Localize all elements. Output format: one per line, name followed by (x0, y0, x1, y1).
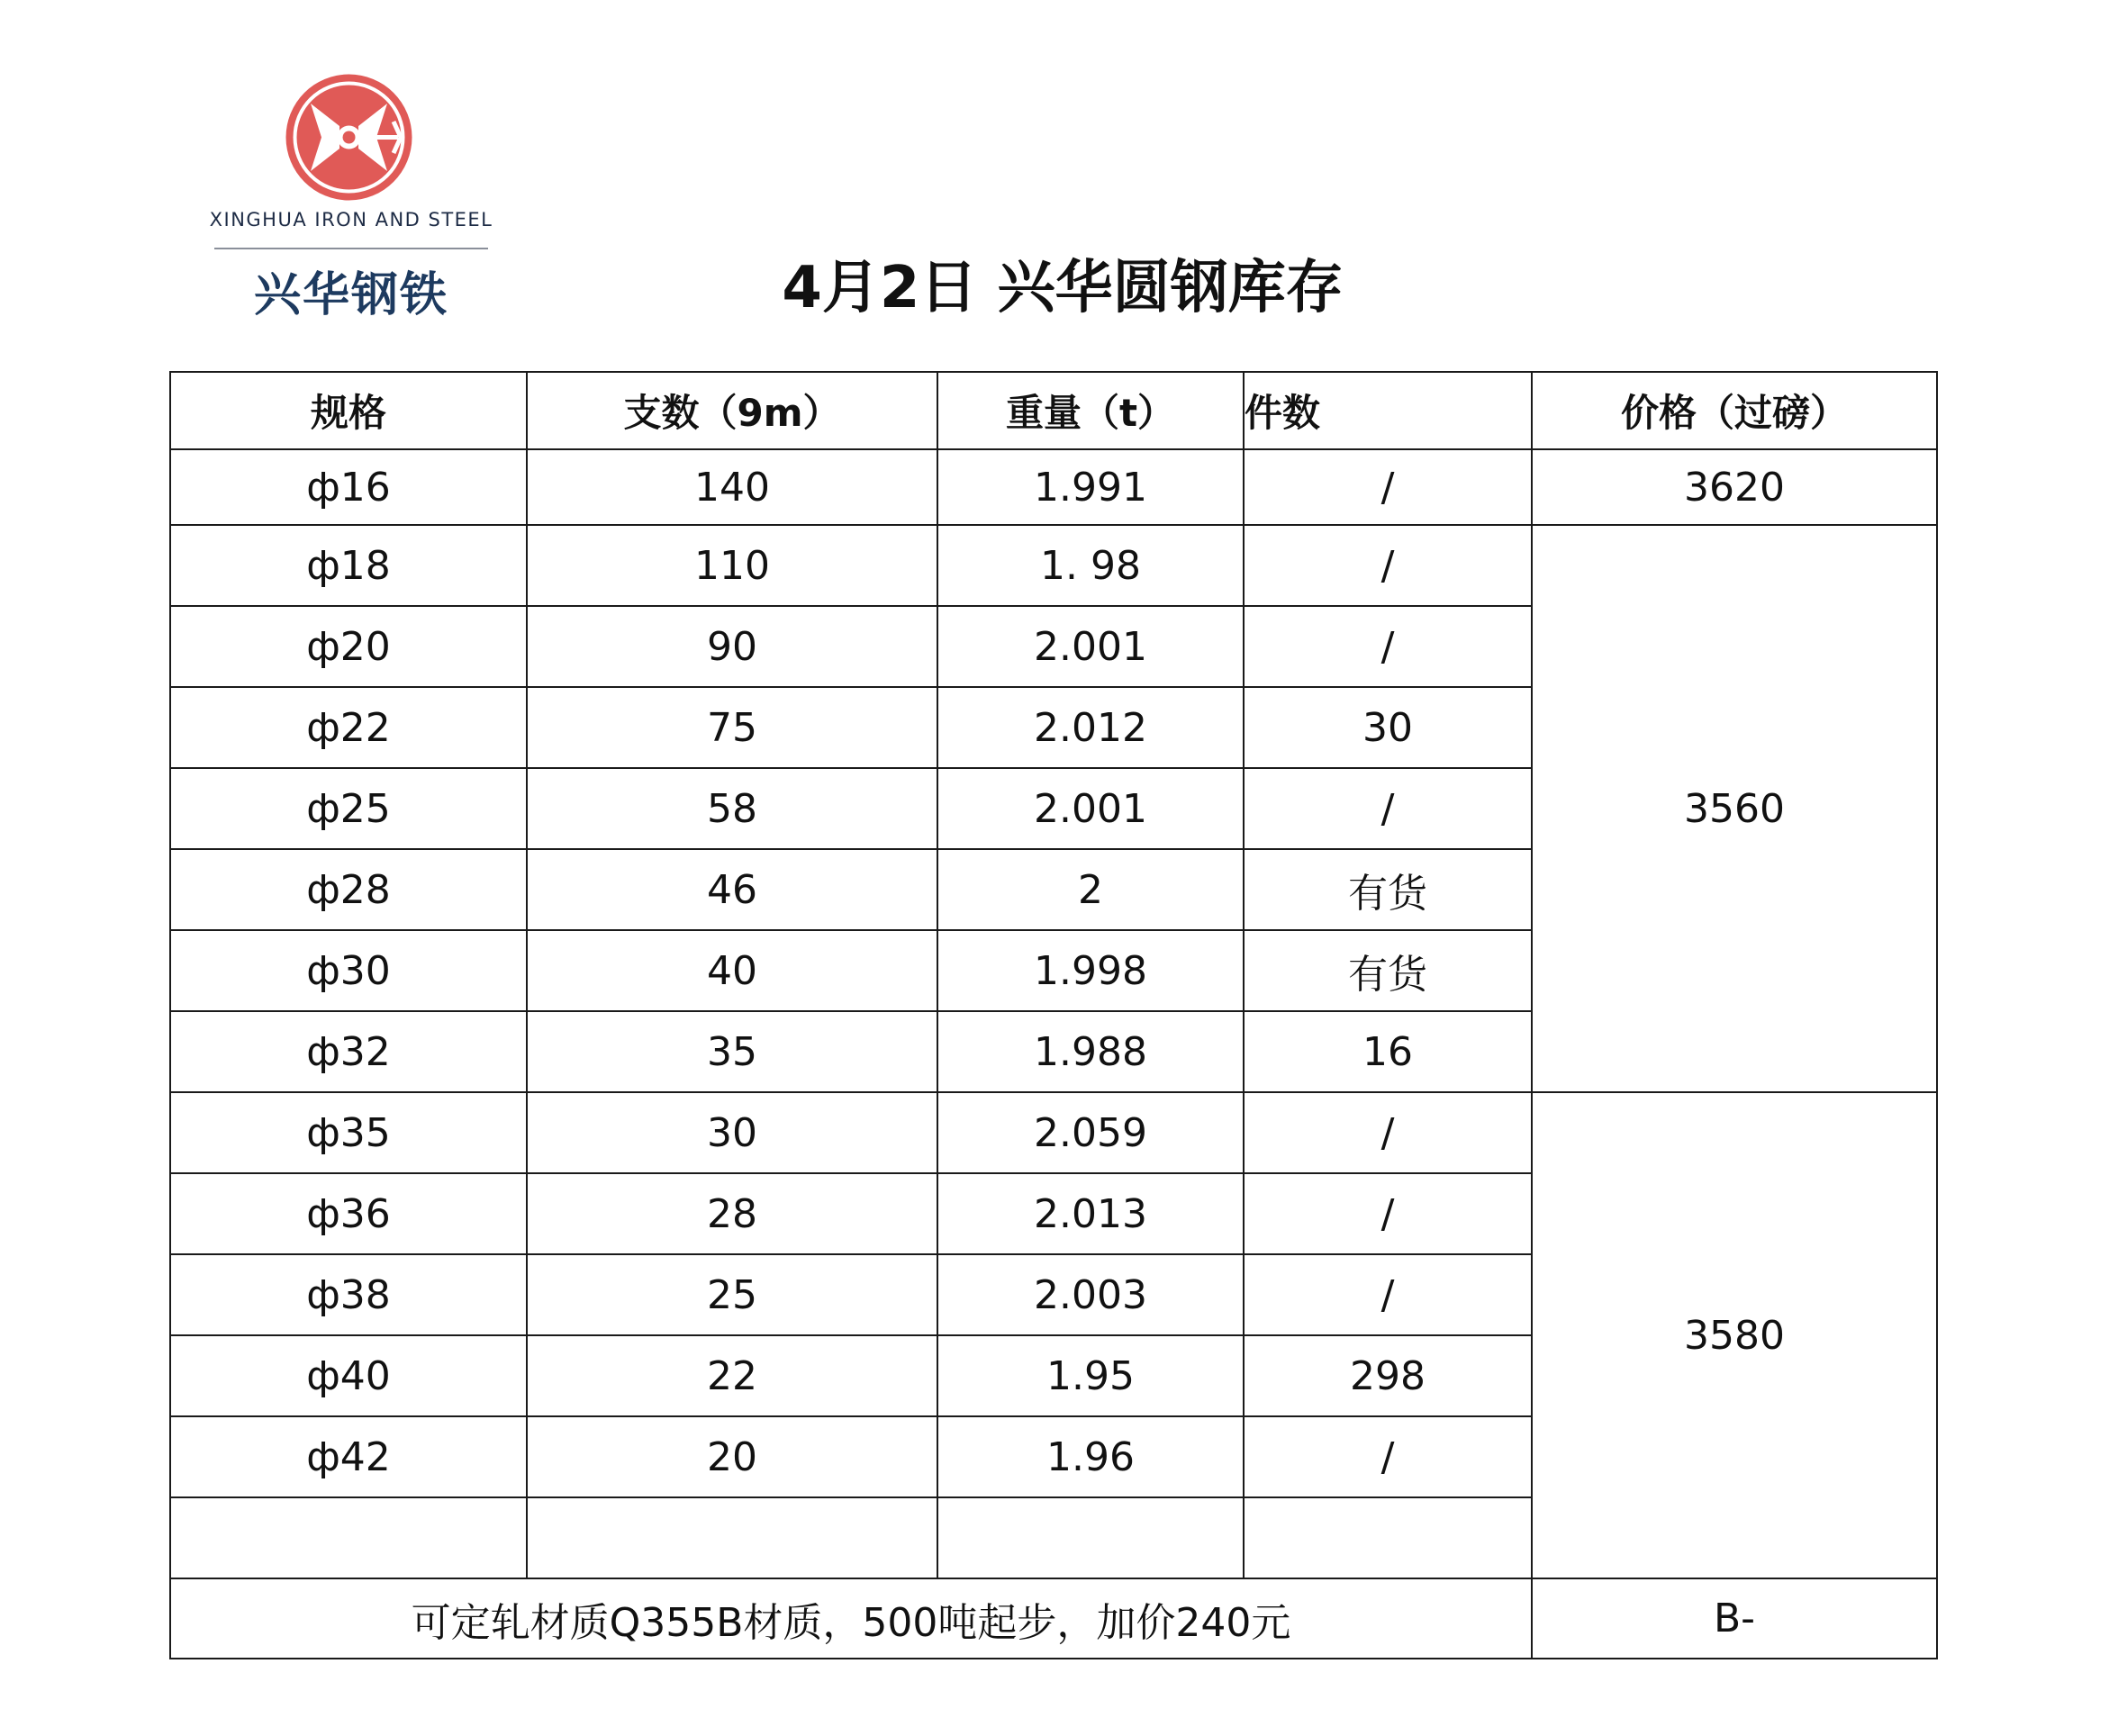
cell-count: 58 (527, 768, 937, 849)
cell-pieces: / (1244, 606, 1532, 687)
cell-pieces: / (1244, 1173, 1532, 1254)
cell-empty (937, 1497, 1244, 1578)
header-count: 支数（9m） (527, 372, 937, 449)
cell-pieces: 有货 (1244, 930, 1532, 1011)
cell-weight: 2.012 (937, 687, 1244, 768)
cell-spec: ф36 (170, 1173, 527, 1254)
brand-name-cn: 兴华钢铁 (253, 268, 448, 322)
cell-count: 110 (527, 525, 937, 606)
cell-weight: 2.059 (937, 1092, 1244, 1173)
cell-spec: ф40 (170, 1335, 527, 1416)
table-row (170, 449, 1937, 525)
page-title: 4月2日 兴华圆钢库存 (782, 255, 1344, 321)
cell-empty (170, 1497, 527, 1578)
inventory-table (169, 371, 1938, 1659)
cell-spec: ф22 (170, 687, 527, 768)
cell-count: 20 (527, 1416, 937, 1497)
cell-count: 140 (527, 449, 937, 525)
cell-spec: ф30 (170, 930, 527, 1011)
cell-pieces: / (1244, 1254, 1532, 1335)
header-pieces: 件数 (1244, 372, 1532, 449)
cell-weight: 1.95 (937, 1335, 1244, 1416)
cell-weight: 1.96 (937, 1416, 1244, 1497)
header-price: 价格（过磅） (1532, 372, 1937, 449)
cell-pieces: 有货 (1244, 849, 1532, 930)
cell-weight: 1. 98 (937, 525, 1244, 606)
header-spec: 规格 (170, 372, 527, 449)
brand-divider (214, 248, 488, 249)
cell-weight: 1.991 (937, 449, 1244, 525)
cell-weight: 2.001 (937, 768, 1244, 849)
cell-spec: ф20 (170, 606, 527, 687)
cell-count: 22 (527, 1335, 937, 1416)
footer-grade: B- (1532, 1578, 1937, 1659)
cell-spec: ф25 (170, 768, 527, 849)
cell-weight: 2.001 (937, 606, 1244, 687)
cell-price: 3620 (1532, 449, 1937, 525)
cell-spec: ф16 (170, 449, 527, 525)
table-row (170, 1092, 1937, 1173)
cell-pieces: 30 (1244, 687, 1532, 768)
cell-spec: ф42 (170, 1416, 527, 1497)
cell-price-group: 3580 (1532, 1092, 1937, 1578)
cell-weight: 1.988 (937, 1011, 1244, 1092)
table-row (170, 525, 1937, 606)
cell-pieces: / (1244, 1416, 1532, 1497)
cell-pieces: / (1244, 1092, 1532, 1173)
cell-pieces: 16 (1244, 1011, 1532, 1092)
cell-pieces: / (1244, 768, 1532, 849)
cell-count: 46 (527, 849, 937, 930)
cell-count: 25 (527, 1254, 937, 1335)
cell-count: 28 (527, 1173, 937, 1254)
cell-weight: 2 (937, 849, 1244, 930)
cell-count: 40 (527, 930, 937, 1011)
header-weight: 重量（t） (937, 372, 1244, 449)
cell-weight: 1.998 (937, 930, 1244, 1011)
table-header-row (170, 372, 1937, 449)
cell-pieces: / (1244, 449, 1532, 525)
cell-spec: ф32 (170, 1011, 527, 1092)
footer-note: 可定轧材质Q355B材质，500吨起步，加价240元 (170, 1578, 1532, 1659)
cell-pieces: 298 (1244, 1335, 1532, 1416)
cell-count: 30 (527, 1092, 937, 1173)
brand-logo-block (207, 72, 495, 333)
cell-spec: ф18 (170, 525, 527, 606)
cell-price-group: 3560 (1532, 525, 1937, 1092)
brand-name-en: XINGHUA IRON AND STEEL (209, 209, 493, 231)
cell-empty (1244, 1497, 1532, 1578)
cell-pieces: / (1244, 525, 1532, 606)
cell-count: 35 (527, 1011, 937, 1092)
cell-weight: 2.003 (937, 1254, 1244, 1335)
cell-spec: ф35 (170, 1092, 527, 1173)
cell-empty (527, 1497, 937, 1578)
cell-weight: 2.013 (937, 1173, 1244, 1254)
xinghua-logo-icon (284, 72, 414, 203)
cell-spec: ф38 (170, 1254, 527, 1335)
cell-count: 75 (527, 687, 937, 768)
cell-spec: ф28 (170, 849, 527, 930)
table-footer-row (170, 1578, 1937, 1659)
cell-count: 90 (527, 606, 937, 687)
